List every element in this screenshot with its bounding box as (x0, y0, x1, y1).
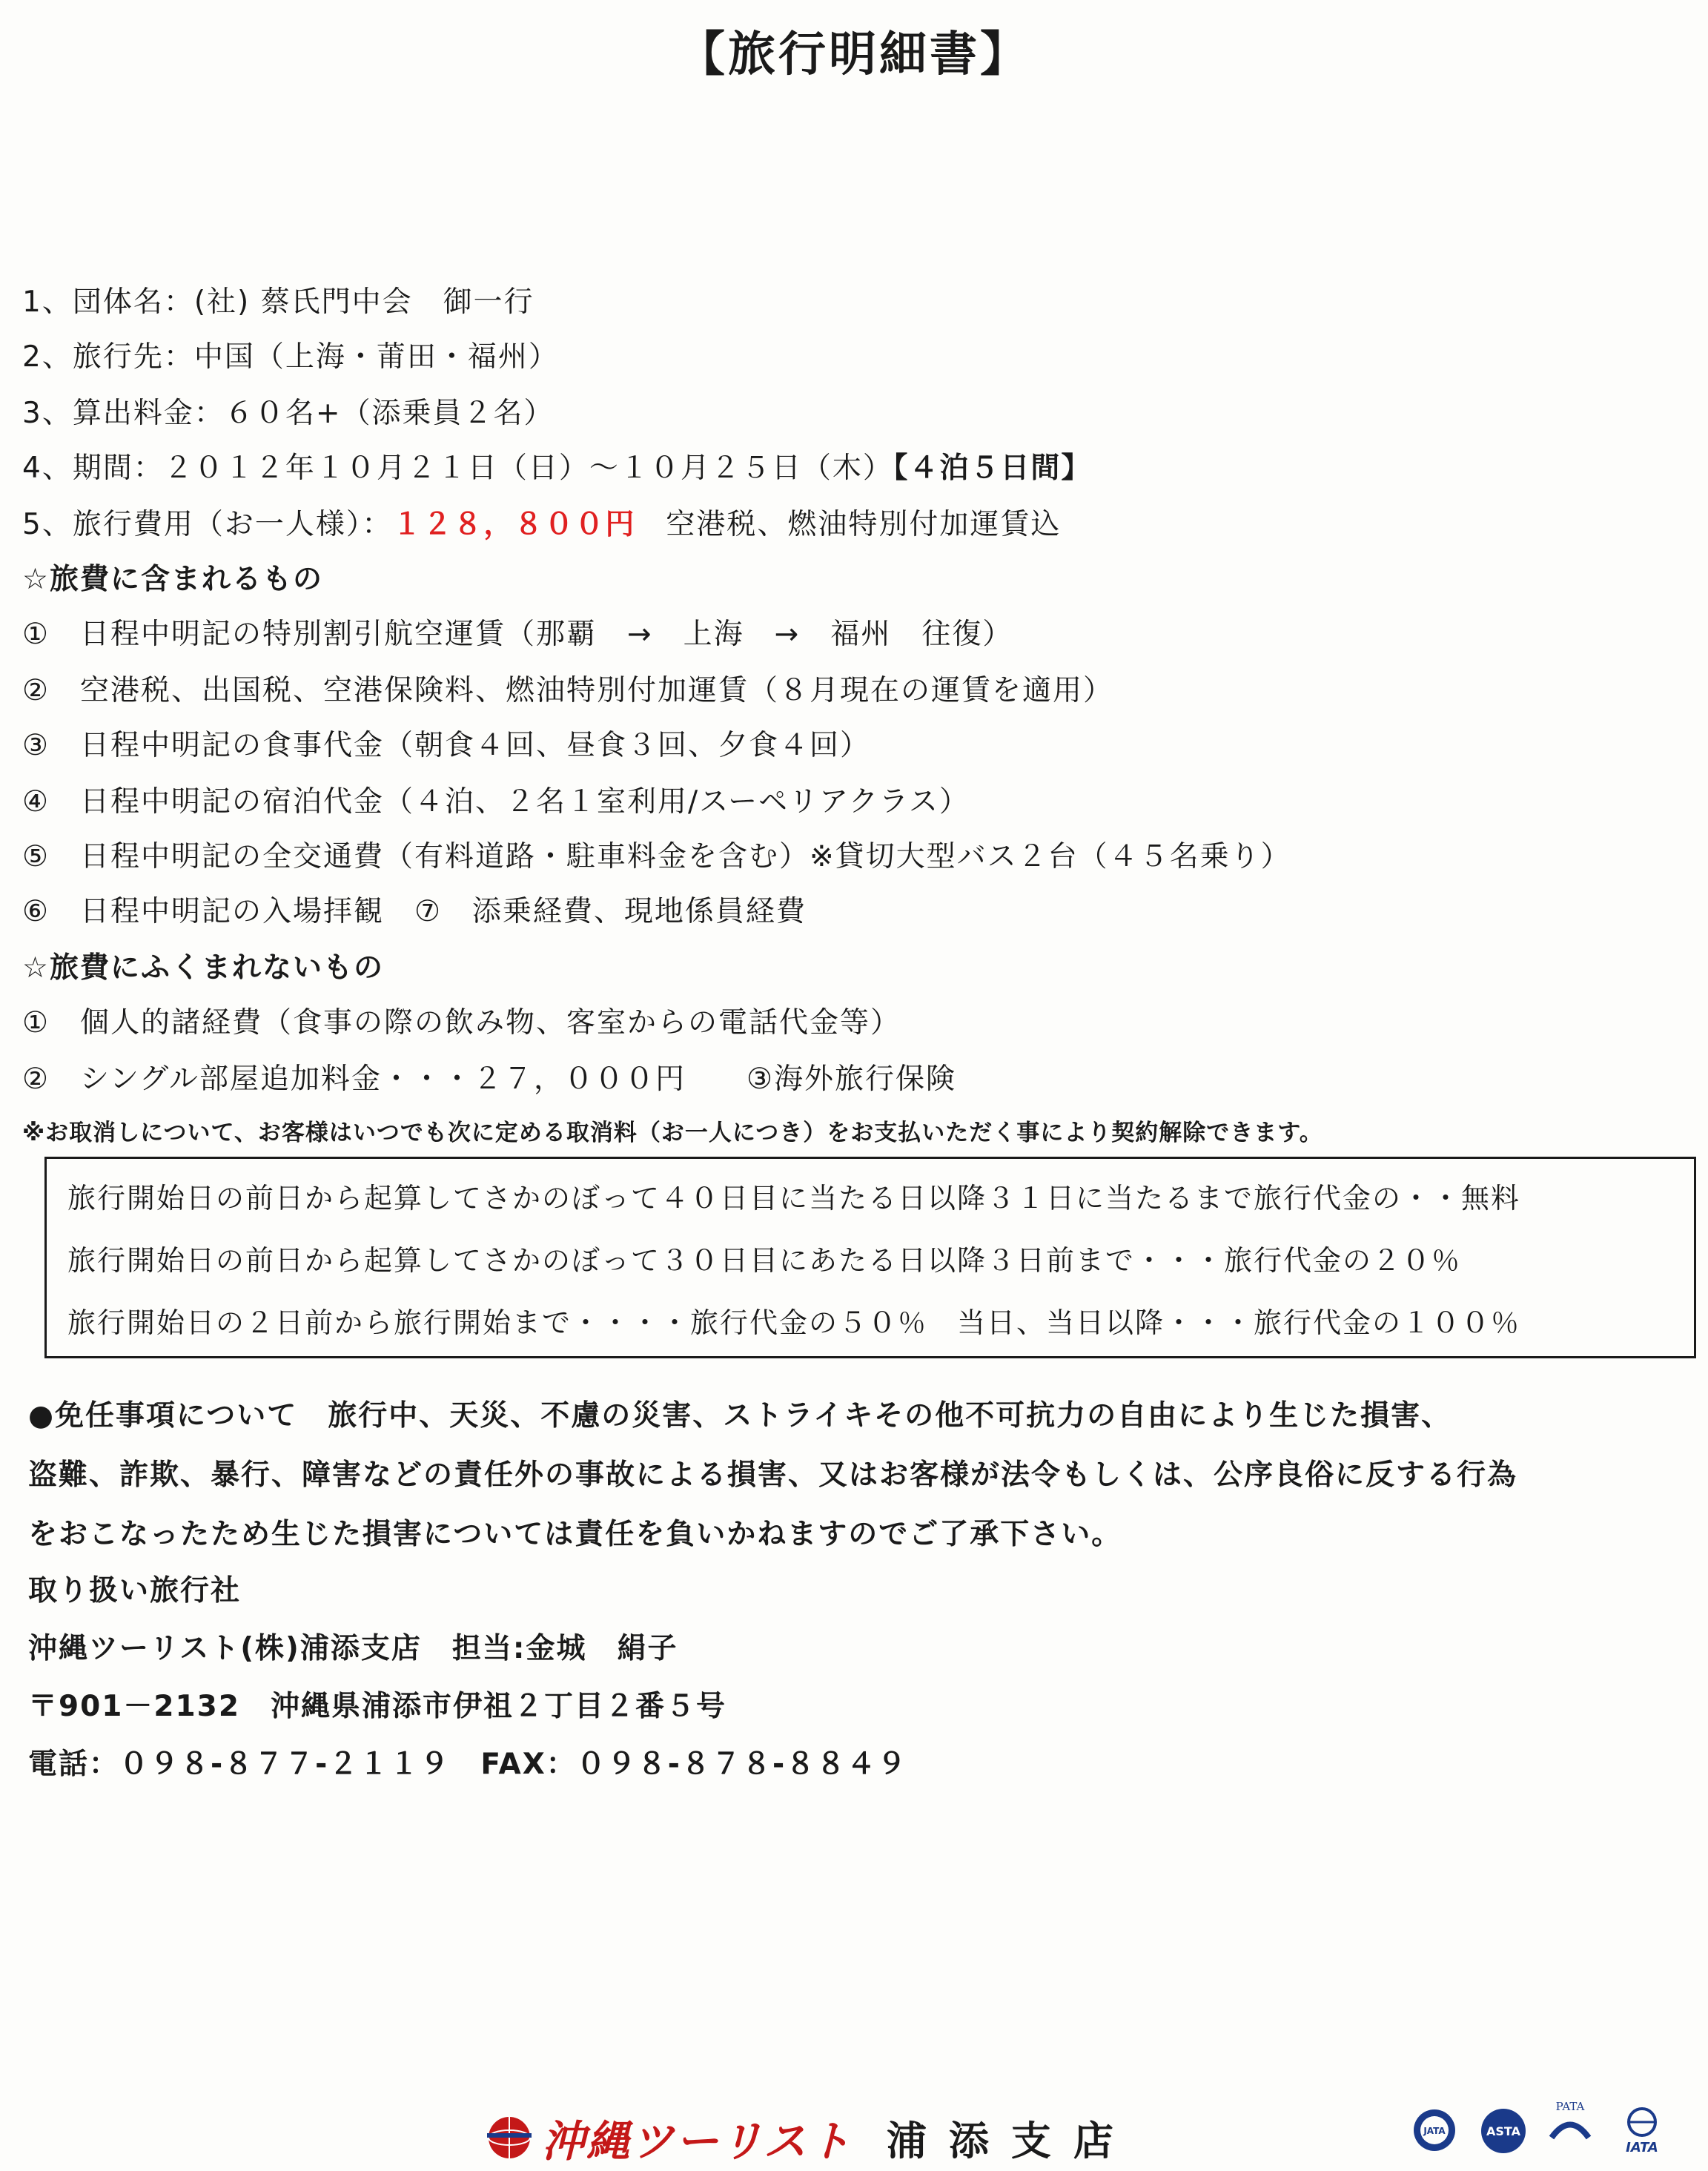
agency-heading: 取り扱い旅行社 (28, 1574, 242, 1607)
pata-logo-icon (1540, 2097, 1600, 2156)
disclaimer-line-3: をおこなったため生じた損害については責任を負いかねますのでご了承下さい。 (28, 1518, 1122, 1551)
asta-logo-label: ASTA (1486, 2124, 1520, 2138)
asta-logo-icon (1474, 2104, 1533, 2156)
item-cost (22, 503, 1061, 547)
footer-branch: 浦添支店 (886, 2117, 1136, 2164)
cancel-fee-line-1: 旅行開始日の前日から起算してさかのぼって４０日目に当たる日以降３１日に当たるまで旅行代金の・・無料 (67, 1182, 1521, 1215)
included-heading: ☆旅費に含まれるもの (22, 563, 323, 596)
excluded-item-1: ① 個人的諸経費（食事の際の飲み物、客室からの電話代金等） (22, 1006, 901, 1040)
period-nights: 【４泊５日間】 (893, 452, 1092, 485)
page-title: 【旅行明細書】 (678, 27, 1030, 82)
cancellation-note: ※お取消しについて、お客様はいつでも次に定める取消料（お一人につき）をお支払いただく事により契約解除できます。 (22, 1120, 1323, 1146)
item-calculation: 3、算出料金：６０名+（添乗員２名） (22, 397, 555, 430)
jata-logo-label: JATA (1423, 2126, 1446, 2136)
cancel-fee-line-3: 旅行開始日の２日前から旅行開始まで・・・・旅行代金の５０％ 当日、当日以降・・・旅行代金の１００％ (67, 1306, 1521, 1339)
footer-logo-text: 沖縄ツーリスト (542, 2116, 853, 2167)
airplane-globe-icon (486, 2114, 533, 2161)
item-destination: 2、旅行先：中国（上海・莆田・福州） (22, 340, 559, 374)
included-item-2: ② 空港税、出国税、空港保険料、燃油特別付加運賃（８月現在の運賃を適用） (22, 674, 1113, 707)
item-group-name: 1、団体名：(社) 蔡氏門中会 御一行 (22, 285, 534, 319)
pata-logo-label: PATA (1555, 2100, 1585, 2113)
excluded-item-2: ② シングル部屋追加料金・・・２７，０００円 ③海外旅行保険 (22, 1063, 957, 1096)
excluded-heading: ☆旅費にふくまれないもの (22, 951, 384, 985)
cost-note: 空港税、燃油特別付加運賃込 (635, 508, 1062, 541)
agency-address: 〒901－2132 沖縄県浦添市伊祖２丁目２番５号 (28, 1690, 726, 1723)
included-item-6: ⑥ 日程中明記の入場拝観 ⑦ 添乗経費、現地係員経費 (22, 895, 807, 928)
included-item-3: ③ 日程中明記の食事代金（朝食４回、昼食３回、夕食４回） (22, 729, 870, 762)
cost-label: 5、旅行費用（お一人様）： (22, 508, 393, 541)
cancel-fee-line-2: 旅行開始日の前日から起算してさかのぼって３０日目にあたる日以降３日前まで・・・旅行代金の２０％ (67, 1244, 1462, 1277)
period-dates: 4、期間：２０１２年１０月２１日（日）～１０月２５日（木） (22, 452, 893, 485)
cancellation-fee-box (44, 1157, 1696, 1358)
item-period (22, 446, 1091, 491)
disclaimer-line-1: ●免任事項について 旅行中、天災、不慮の災害、ストライキその他不可抗力の自由により生じた損害、 (28, 1399, 1452, 1433)
disclaimer-line-2: 盗難、詐欺、暴行、障害などの責任外の事故による損害、又はお客様が法令もしくは、公序良俗に反する行為 (28, 1458, 1518, 1492)
cost-price: １２８，８００円 (392, 508, 636, 541)
iata-logo-icon (1609, 2104, 1675, 2156)
included-item-4: ④ 日程中明記の宿泊代金（４泊、２名１室利用/スーペリアクラス） (22, 785, 970, 819)
association-logos (1409, 2100, 1675, 2156)
jata-logo-icon (1409, 2104, 1460, 2156)
footer-logo (486, 2112, 1136, 2167)
agency-name: 沖縄ツーリスト(株)浦添支店 担当:金城 絹子 (28, 1632, 678, 1665)
agency-phone: 電話：０９８-８７７-２１１９ FAX：０９８-８７８-８８４９ (28, 1748, 908, 1781)
included-item-1: ① 日程中明記の特別割引航空運賃（那覇 → 上海 → 福州 往復） (22, 618, 1013, 651)
iata-logo-label: IATA (1626, 2140, 1658, 2155)
included-item-5: ⑤ 日程中明記の全交通費（有料道路・駐車料金を含む）※貸切大型バス２台（４５名乗り） (22, 840, 1291, 873)
